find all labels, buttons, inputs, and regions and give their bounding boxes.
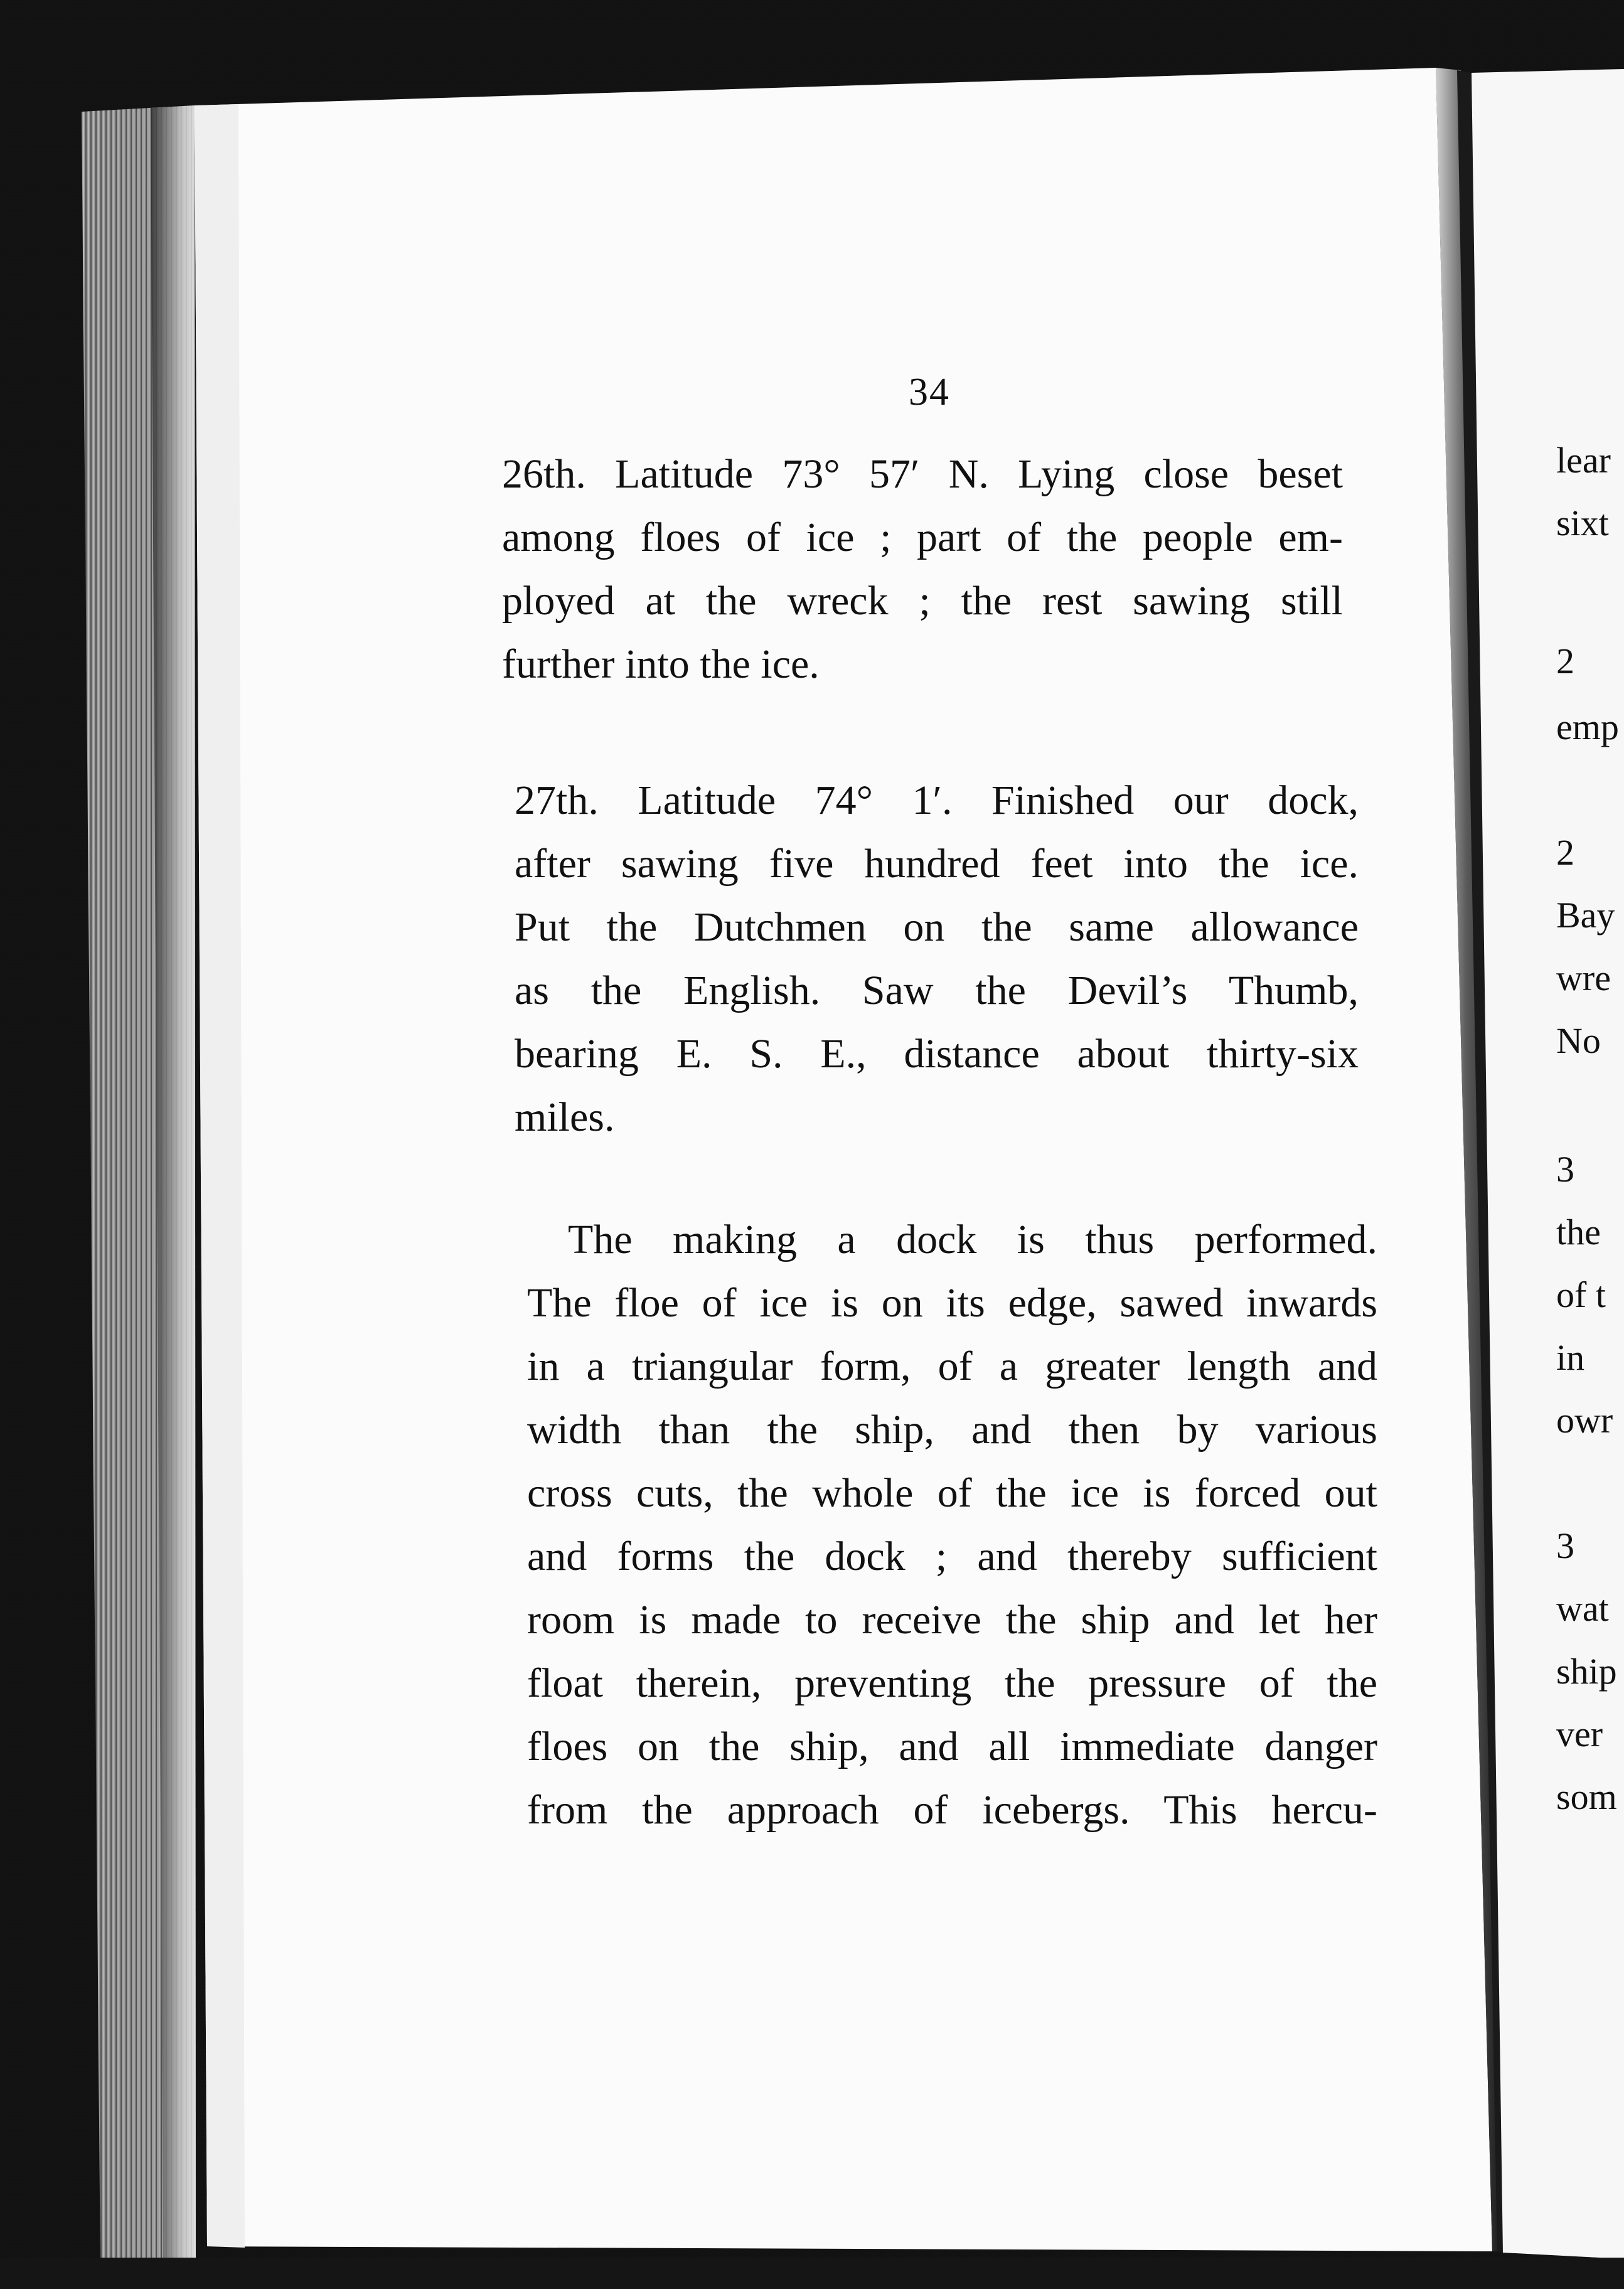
fragment-text: 3 [1556,1149,1574,1190]
fragment-text: owr [1556,1400,1613,1441]
text-line: floes on the ship, and all immediate danger [527,1724,1377,1769]
text-line: as the English. Saw the Devil’s Thumb, [515,968,1359,1013]
text-line: among floes of ice ; part of the people em- [502,515,1343,560]
text-line: in a triangular form, of a greater length and [527,1343,1377,1389]
text-line: ployed at the wreck ; the rest sawing still [502,578,1343,624]
fragment-text: sixt [1556,503,1609,543]
page-number: 34 [909,371,950,414]
fragment-text: ship [1556,1651,1617,1692]
fragment-text: ver [1556,1714,1603,1754]
text-line: room is made to receive the ship and let her [527,1597,1377,1643]
text-line: Put the Dutchmen on the same allowance [515,904,1359,950]
text-line: further into the ice. [502,641,820,687]
fragment-text: 2 [1556,832,1574,873]
fragment-text: wat [1556,1588,1609,1629]
text-line: and forms the dock ; and thereby sufficient [527,1534,1377,1579]
fragment-text: som [1556,1776,1617,1817]
fragment-text: No [1556,1020,1601,1061]
fragment-text: wre [1556,958,1611,998]
text-line: miles. [515,1094,615,1140]
fragment-text: 2 [1556,641,1574,681]
text-line: The floe of ice is on its edge, sawed inwards [527,1280,1377,1326]
text-line: bearing E. S. E., distance about thirty-six [515,1031,1359,1077]
text-line: 27th. Latitude 74° 1′. Finished our dock, [515,777,1359,823]
text-line: float therein, preventing the pressure of the [527,1660,1377,1706]
text-line: The making a dock is thus performed. [568,1217,1377,1262]
fragment-text: Bay [1556,895,1615,936]
fragment-text: of t [1556,1274,1606,1315]
fragment-text: the [1556,1212,1601,1252]
fragment-text: 3 [1556,1525,1574,1566]
text-line: after sawing five hundred feet into the ice. [515,841,1359,887]
fragment-text: emp [1556,707,1619,747]
text-line: 26th. Latitude 73° 57′ N. Lying close beset [502,451,1343,497]
text-line: from the approach of icebergs. This hercu- [527,1787,1377,1833]
text-line: cross cuts, the whole of the ice is forced out [527,1470,1377,1516]
text-line: width than the ship, and then by various [527,1407,1377,1453]
fragment-text: lear [1556,440,1611,481]
fragment-text: in [1556,1337,1585,1378]
